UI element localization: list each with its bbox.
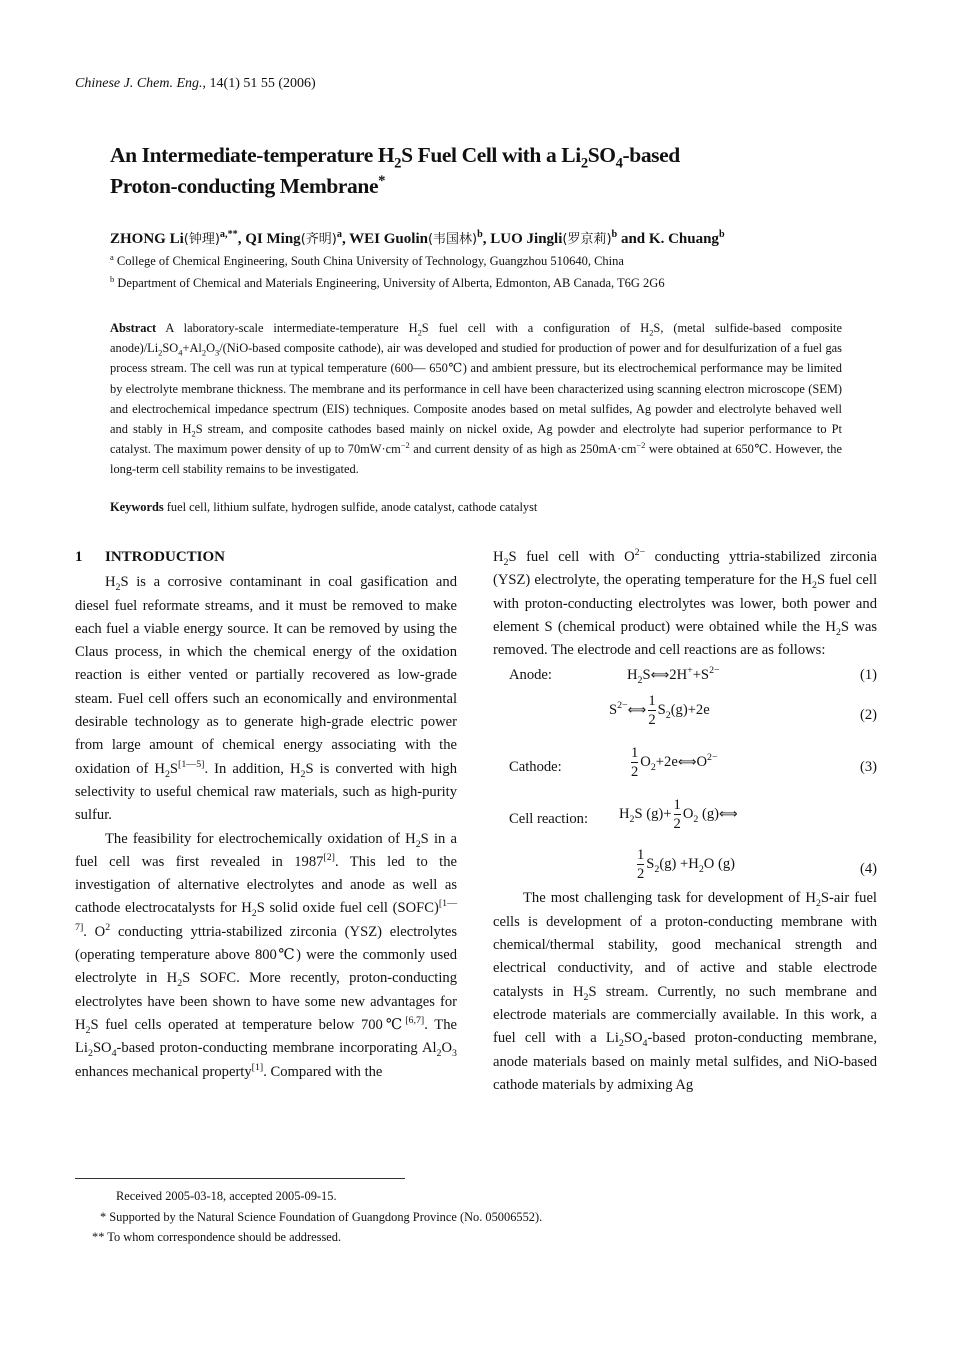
title-part: Proton-conducting Membrane: [110, 174, 379, 198]
paragraph: $H_2S$ is a corrosive contaminant in coal gasification and diesel fuel reformate streams, and it must be removed to make each fuel a viable energy source. It can be removed by using the Claus process, in which the chemical energy of the oxidation reaction is either vented or partially recovered as low-grade steam. Fuel cell offers such an economically and environmental desirable technology as to generate high-grade electric power from large amount of chemical energy associating with the oxidation of $H_2S[1—5]$. In addition, $H_2S$ is converted with high selectivity to useful chemical raw materials, such as high-purity sulfur.: [75, 574, 457, 824]
paragraph: $H_2S$ fuel cell with $O^{2-}$ conducting yttria-stabilized zirconia (YSZ) electrolyte, the operating temperature for the $H_2S$ fuel cell with proton-conducting electrolytes was lower, both power and element S (chemical product) were obtained while the $H_2S$ was removed. The electrode and cell reactions are as follows:: [493, 547, 878, 659]
sup: −2: [636, 440, 646, 451]
title-part: S Fuel Cell with a Li: [401, 143, 581, 167]
equilibrium-arrow-icon: ⟺: [677, 755, 697, 771]
equilibrium-arrow-icon: ⟺: [718, 807, 738, 823]
sub: 2: [191, 428, 196, 439]
abstract-text: +Al: [182, 341, 202, 356]
abstract-text: and current density of as high as 250mA·cm: [409, 442, 637, 457]
text: S in a fuel cell was first revealed in 1987: [75, 830, 457, 870]
equation-number: (4): [859, 861, 877, 878]
equation-4b: [493, 846, 877, 890]
footnote-funding: * Supported by the Natural Science Foundation of Guangdong Province (No. 05006552).: [100, 1210, 543, 1224]
author-affil-mark: b: [477, 229, 483, 240]
text: conducting yttria-stabilized zirconia (YSZ) electrolytes (operating temperature above 800℃) were the commonly used electrolyte in H: [75, 923, 458, 987]
abstract-text: O: [206, 341, 216, 356]
text: . In addition, H: [204, 760, 301, 777]
author-name: QI Ming: [245, 231, 301, 247]
citation: [6,7]: [405, 1015, 425, 1027]
abstract-text: were obtained at 650℃. However, the long-term cell stability remains to be investigated.: [110, 442, 843, 477]
affiliation-b: [110, 273, 665, 291]
affil-mark: b: [110, 273, 115, 284]
citation: [1]: [251, 1061, 264, 1073]
author-name: LUO Jingli: [490, 231, 563, 247]
equation-body: $\frac{1}{2}$ $S_2(g) +H_2O$ (g): [637, 847, 735, 883]
text: The feasibility for electrochemically oxidation of H: [105, 830, 416, 847]
author-name: and K. Chuang: [620, 231, 719, 247]
sub: 2: [417, 327, 422, 338]
footnote-received: Received 2005-03-18, accepted 2005-09-15.: [116, 1189, 337, 1203]
fraction: $\frac{1}{2}$: [648, 693, 656, 729]
text: S was removed. The electrode and cell reactions are as follows:: [493, 618, 878, 659]
sub: 3: [215, 347, 220, 358]
equation-number: (1): [859, 667, 877, 684]
fraction: $\frac{1}{2}$: [631, 745, 639, 781]
text: S fuel cell with O: [508, 549, 635, 565]
section-number: 1: [75, 549, 83, 565]
text: SO: [92, 1040, 112, 1057]
keywords-text: fuel cell, lithium sulfate, hydrogen sulfide, anode catalyst, cathode catalyst: [163, 500, 538, 514]
author-chinese-name: (韦国林): [427, 232, 478, 247]
journal-citation: [75, 76, 316, 92]
sub: 4: [178, 347, 183, 358]
author-affil-mark: b: [718, 229, 725, 240]
text: S SOFC. More recently, proton-conducting electrolytes have been shown to have some new advantages for H: [75, 970, 457, 1033]
paragraph: The most challenging task for development of $H_2S$-air fuel cells is development of a proton-conducting membrane with chemical/thermal stability, good mechanical strength and electrical conductivity, and of active and stable electrode catalysts in $H_2S$ stream. Currently, no such membrane and electrode materials are commercially available. In this work, a fuel cell with a $Li_2SO_4$-based proton-conducting membrane, anode materials based on mainly metal sulfides, and NiO-based cathode materials by admixing Ag: [493, 890, 877, 1093]
title-sub: 4: [615, 155, 623, 172]
affil-text: College of Chemical Engineering, South China University of Technology, Guangzhou 510640, China: [113, 254, 624, 268]
journal-issue: , 14(1) 51 55 (2006): [202, 76, 316, 91]
equations-block: [493, 662, 877, 887]
text: The most challenging task for development of H: [523, 890, 816, 907]
author-chinese-name: (罗京莉): [562, 232, 612, 247]
title-part: An Intermediate-temperature H: [110, 143, 395, 167]
keywords-label: Keywords: [110, 500, 164, 514]
equation-label: Cathode:: [509, 759, 562, 776]
title-sup: *: [378, 172, 385, 189]
affiliation-a: [110, 251, 624, 269]
affil-text: Department of Chemical and Materials Engineering, University of Alberta, Edmonton, AB Canada, T6G 2G6: [114, 276, 665, 290]
text: . O: [83, 923, 106, 940]
author-affil-mark: a,**: [219, 229, 238, 240]
equilibrium-arrow-icon: ⟺: [627, 703, 647, 719]
sub: 2: [201, 347, 207, 358]
abstract-text: SO: [162, 341, 179, 356]
abstract-text: S fuel cell with a configuration of H: [421, 321, 650, 335]
text: S is converted with high selectivity to useful chemical raw materials, such as high-purity sulfur.: [75, 760, 457, 824]
paper-title: [110, 140, 870, 202]
left-column: [75, 546, 457, 1084]
author-name: WEI Guolin: [349, 231, 428, 247]
text: -based proton-conducting membrane, anode materials based on mainly metal sulfides, and NiO-based cathode materials by admixing Ag: [493, 1030, 877, 1093]
equation-label: Cell reaction:: [509, 811, 589, 828]
text: . This led to the investigation of alternative electrolytes and anode as well as cathode electrocatalysts for H: [75, 853, 457, 917]
citation: [1—5]: [178, 758, 205, 770]
right-column: [493, 546, 877, 1097]
affil-mark: a: [110, 251, 114, 262]
sup: 2: [105, 921, 111, 933]
equation-body: $H_2S⟺2H^++S^{2-}$: [627, 665, 720, 687]
footnote-divider: [75, 1178, 405, 1179]
text: S-air fuel cells is development of a proton-conducting membrane with chemical/thermal stability, good mechanical strength and electrical conductivity, and of active and stable electrode catalysts in H: [493, 890, 877, 1000]
text: enhances mechanical property: [75, 1063, 252, 1080]
fraction: $\frac{1}{2}$: [637, 847, 645, 883]
equation-3: [493, 744, 877, 788]
sup: 2−: [634, 547, 646, 559]
fraction: $\frac{1}{2}$: [673, 797, 681, 833]
equation-2: [493, 692, 877, 736]
sub: 2: [158, 347, 163, 358]
sup: −2: [400, 440, 410, 451]
abstract-text: A laboratory-scale intermediate-temperature H: [156, 321, 418, 335]
journal-name: Chinese J. Chem. Eng.: [75, 76, 203, 91]
sub: 2: [649, 327, 654, 338]
equation-body: $\frac{1}{2}$ $O_2+2e⟺O^{2-}$: [631, 745, 718, 781]
author-affil-mark: b: [611, 229, 618, 240]
text: S: [169, 760, 179, 777]
text: . The Li: [75, 1016, 457, 1057]
author-name: ZHONG Li: [110, 231, 184, 247]
section-heading: [75, 546, 457, 569]
title-part: -based: [622, 143, 680, 167]
abstract-text: S, (metal sulfide-based composite anode)/Li: [110, 321, 842, 356]
abstract-label: Abstract: [110, 321, 157, 335]
text: . Compared with the: [263, 1063, 383, 1080]
abstract: [110, 318, 842, 480]
author-list: ZHONG Li(钟理)$^{a,**}$, QI Ming(齐明)$^a$, WEI Guolin(韦国林)$^b$, LUO Jingli(罗京莉)$^b$ and K. Chuang$^b$: [110, 229, 725, 247]
text: S stream. Currently, no such membrane and electrode materials are commercially available. In this work, a fuel cell with a Li: [493, 983, 877, 1047]
text: conducting yttria-stabilized zirconia (YSZ) electrolyte, the operating temperature for the H: [493, 549, 877, 589]
keywords: [110, 500, 842, 515]
title-part: SO: [587, 143, 616, 167]
text: S solid oxide fuel cell (SOFC): [256, 900, 439, 917]
author-chinese-name: (钟理): [183, 232, 220, 247]
equation-body: $H_2S$ (g)+ $\frac{1}{2}$ $O_2$ (g)⟺: [619, 797, 738, 833]
equation-number: (2): [859, 707, 877, 724]
equation-label: Anode:: [509, 667, 552, 684]
text: S fuel cell with proton-conducting electrolytes was lower, both power and element S (chemical product) were obtained while the H: [493, 572, 877, 635]
citation: [1—7]: [75, 898, 457, 933]
citation: [2]: [323, 852, 335, 863]
equation-body: $S^{2-}⟺$ $\frac{1}{2}$ $S_2(g)+2e$: [609, 693, 710, 729]
text: SO: [623, 1030, 643, 1047]
equation-number: (3): [859, 759, 877, 776]
abstract-text: S stream, and composite cathodes based mainly on nickel oxide, Ag powder and electrolyte had superior performance to Pt catalyst. The maximum power density of up to 70mW·cm: [110, 422, 842, 457]
author-chinese-name: (齐明): [300, 232, 337, 247]
text: -based proton-conducting membrane incorporating Al: [116, 1040, 437, 1057]
author-affil-mark: a: [336, 229, 342, 240]
footnote-correspondence: ** To whom correspondence should be addressed.: [92, 1230, 342, 1244]
text: O: [441, 1040, 453, 1057]
equation-4a: [493, 796, 877, 840]
section-title: INTRODUCTION: [105, 549, 226, 565]
equilibrium-arrow-icon: ⟺: [650, 668, 670, 684]
title-sub: 2: [580, 155, 588, 172]
text: S is a corrosive contaminant in coal gasification and diesel fuel reformate streams, and it must be removed to make each fuel a viable energy source. It can be removed by using the Claus process, in which the chemical energy of the oxidation reaction is either vented or partially recovered as low-grade steam. Fuel cell offers such an economically and environmental desirable technology as to generate high-grade electric power from large amount of chemical energy associating with the oxidation of H: [75, 574, 457, 777]
paragraph: The feasibility for electrochemically oxidation of $H_2S$ in a fuel cell was first revealed in 1987[2]. This led to the investigation of alternative electrolytes and anode as well as cathode electrocatalysts for $H_2S$ solid oxide fuel cell (SOFC)[1—7]. $O^2$ conducting yttria-stabilized zirconia (YSZ) electrolytes (operating temperature above 800℃) were the commonly used electrolyte in $H_2S$ SOFC. More recently, proton-conducting electrolytes have been shown to have some new advantages for $H_2S$ fuel cells operated at temperature below 700℃[6,7]. The $Li_2SO_4$-based proton-conducting membrane incorporating $Al_2O_3$ enhances mechanical property[1]. Compared with the: [75, 830, 458, 1080]
abstract-text: /(NiO-based composite cathode), air was developed and studied for production of power and for desulfurization of a fuel gas process stream. The cell was run at typical temperature (600— 650℃) and ambient pressure, but its electrochemical performance may be limited by electrolyte membrane thickness. The membrane and its performance in cell have been characterized using scanning electron microscope (SEM) and electrochemical impedance spectrum (EIS) techniques. Composite anodes based on metal sulfides, Ag powder and electrolyte behaved well and stably in H: [110, 341, 842, 437]
title-sub: 2: [394, 155, 402, 172]
text: S fuel cells operated at temperature below 700℃: [90, 1016, 406, 1033]
